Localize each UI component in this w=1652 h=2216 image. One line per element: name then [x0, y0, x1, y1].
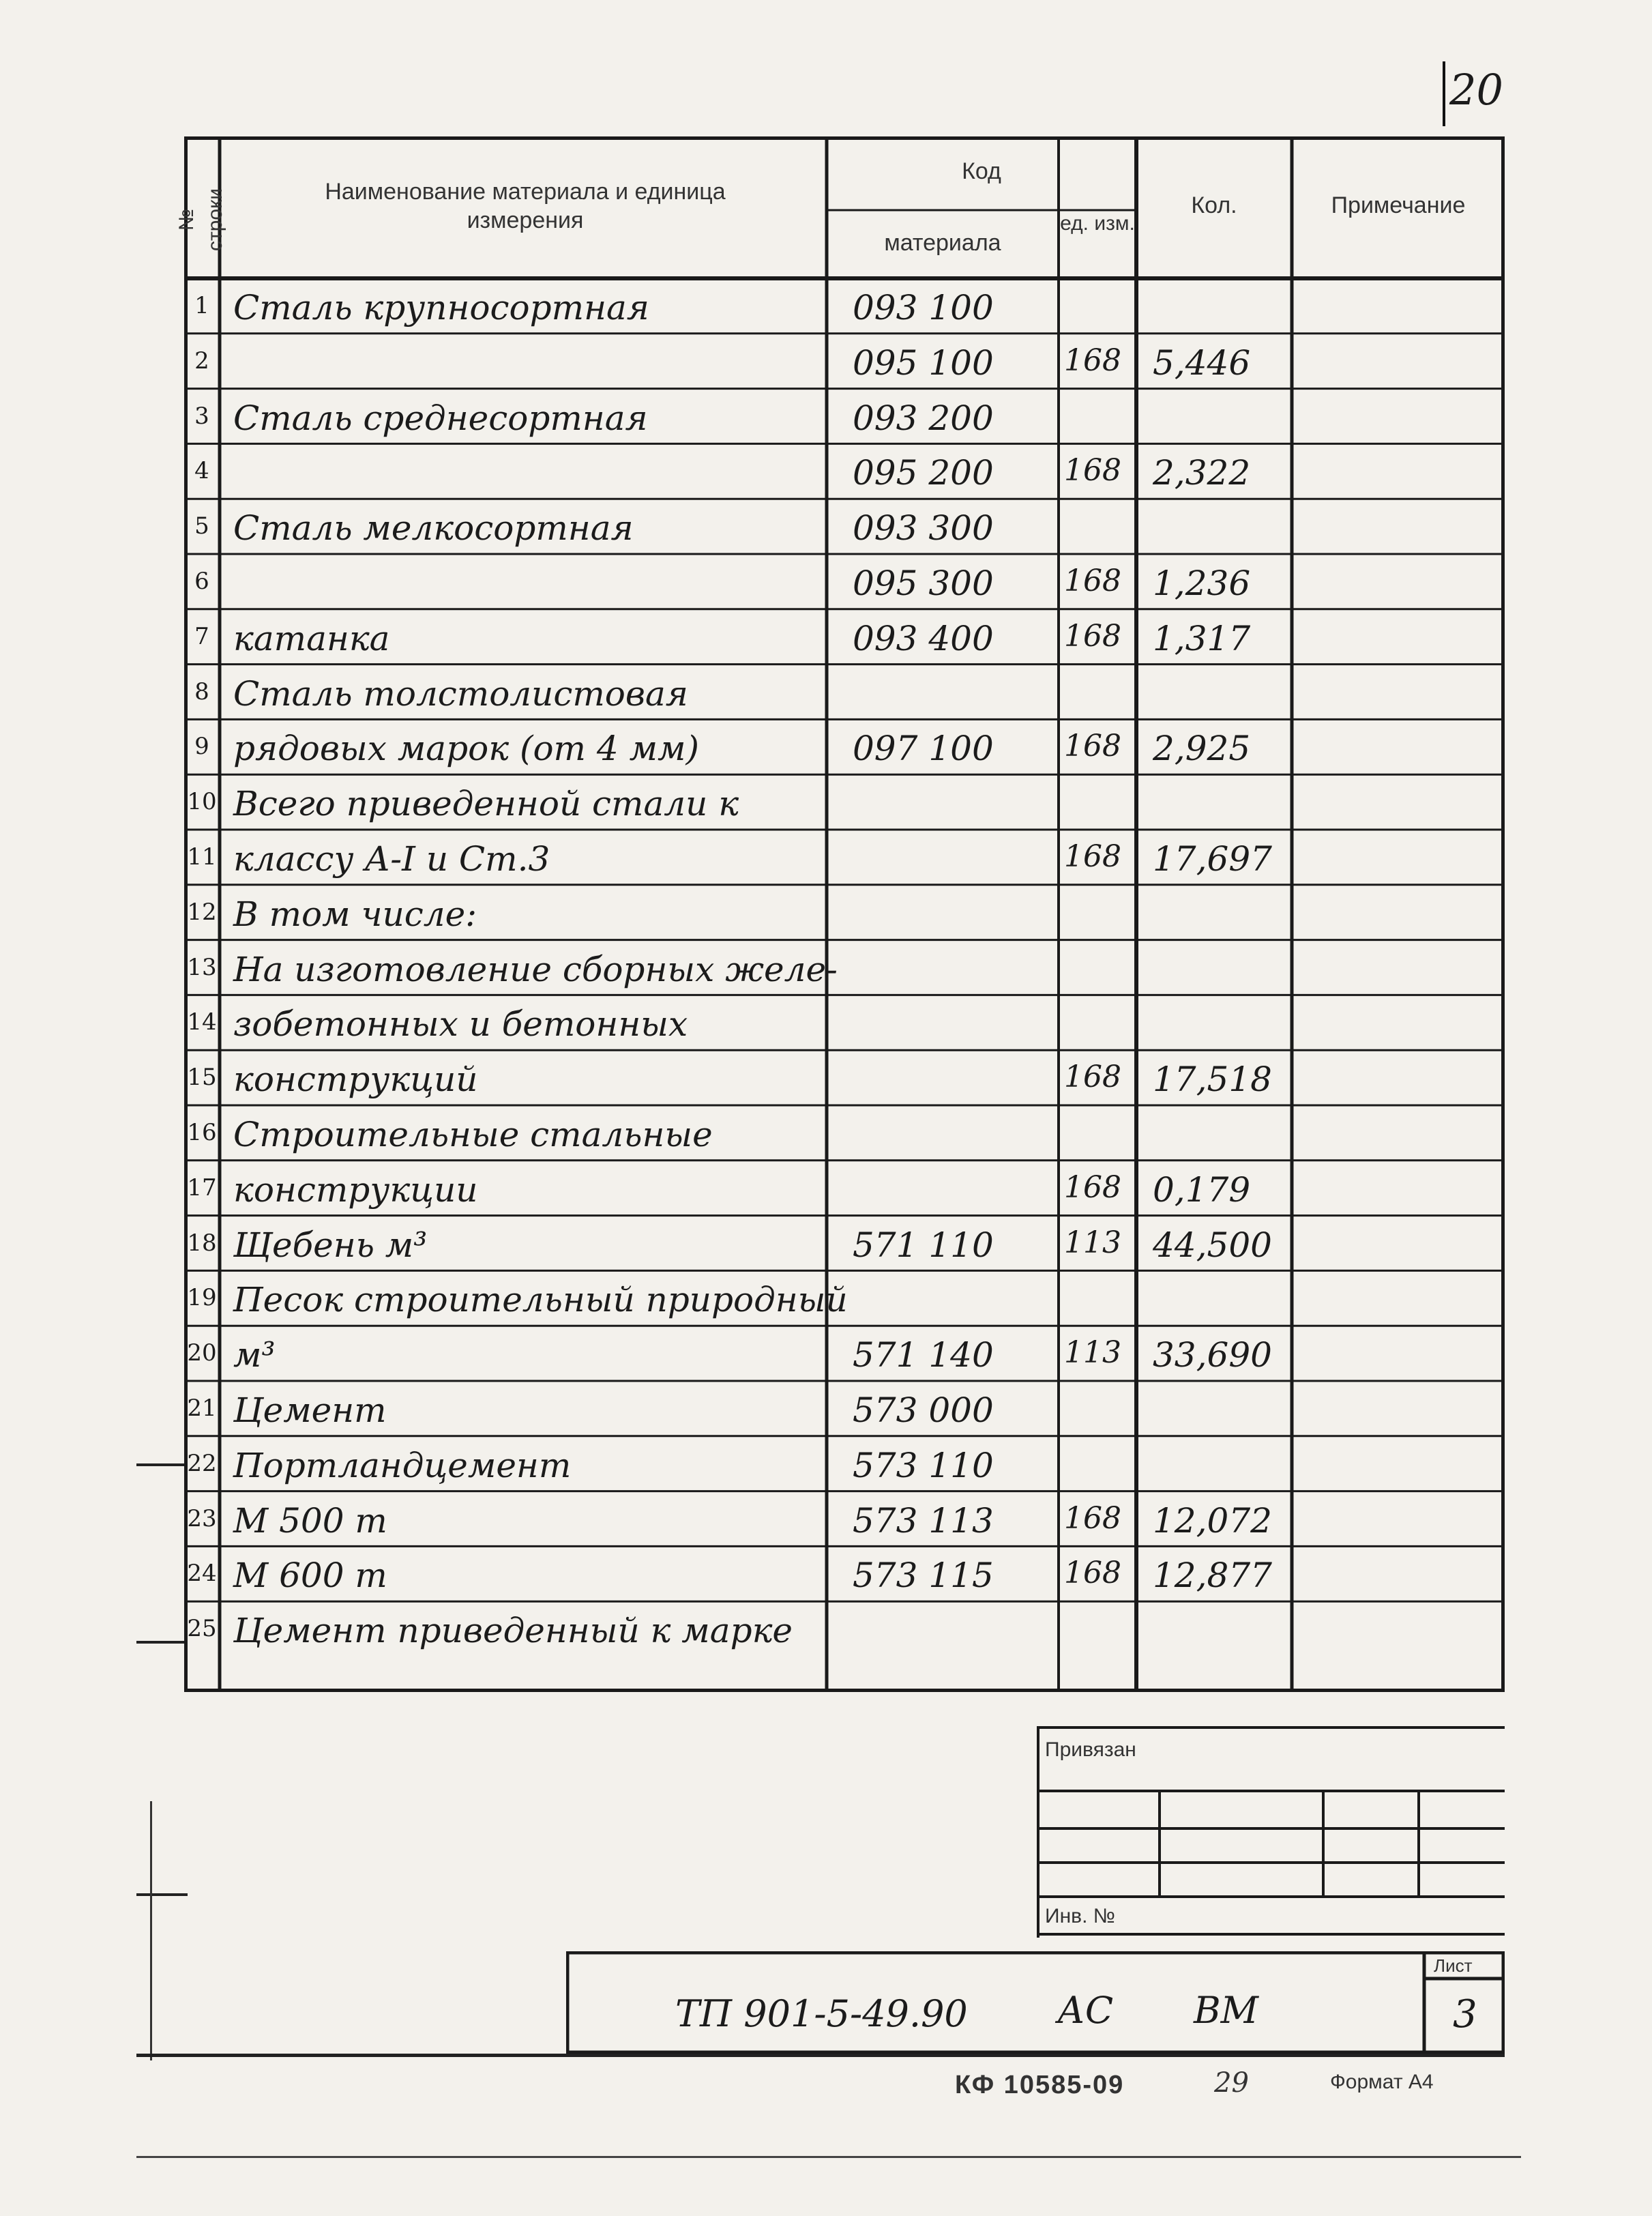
material-code: 573 110: [853, 1445, 994, 1485]
material-name: Щебень м³: [233, 1225, 428, 1265]
row-number: 24: [187, 1560, 217, 1588]
quantity: 2,925: [1153, 729, 1251, 769]
footer-format: Формат А4: [1330, 2071, 1434, 2093]
row-number: 18: [187, 1229, 217, 1257]
header-code-unit: ед. изм.: [1060, 212, 1135, 235]
document-type: ВМ: [1194, 1989, 1258, 2032]
row-number: 21: [187, 1395, 217, 1422]
frame-bottom-line: [136, 2054, 1505, 2057]
quantity: 0,179: [1153, 1169, 1251, 1210]
row-number: 2: [194, 347, 209, 375]
header-quantity: Кол.: [1191, 192, 1237, 218]
quantity: 17,697: [1153, 839, 1272, 879]
unit-code: 113: [1064, 1335, 1121, 1371]
material-name: Сталь мелкосортная: [233, 508, 634, 549]
material-name: Цемент приведенный к марке: [233, 1611, 793, 1651]
unit-code: 113: [1064, 1225, 1121, 1260]
unit-code: 168: [1064, 839, 1121, 874]
unit-code: 168: [1064, 1060, 1121, 1095]
material-name: Портландцемент: [233, 1445, 572, 1485]
material-name: Сталь крупносортная: [233, 288, 649, 327]
unit-code: 168: [1064, 618, 1121, 654]
quantity: 2,322: [1153, 453, 1251, 493]
document-part: АС: [1057, 1989, 1114, 2032]
row-number: 10: [187, 788, 217, 816]
material-name: м³: [233, 1335, 276, 1375]
material-code: 095 100: [853, 342, 994, 383]
material-name: Всего приведенной стали к: [233, 784, 739, 824]
unit-code: 168: [1064, 729, 1121, 764]
quantity: 1,236: [1153, 564, 1251, 603]
row-number: 17: [187, 1173, 217, 1201]
row-number: 1: [194, 292, 209, 319]
page-bottom-line: [136, 2156, 1521, 2158]
approval-stamp: [1037, 1726, 1505, 1938]
sheet-number: 3: [1453, 1992, 1477, 2037]
quantity: 44,500: [1153, 1225, 1272, 1265]
footer-archive-code: КФ 10585-09: [955, 2071, 1125, 2099]
sheet-label: Лист: [1434, 1955, 1473, 1976]
row-number: 6: [194, 568, 209, 595]
row-number: 4: [194, 457, 209, 485]
left-margin-line: [150, 1801, 152, 2060]
material-code: 571 110: [853, 1225, 994, 1265]
row-number: 11: [187, 843, 217, 871]
material-name: зобетонных и бетонных: [233, 1004, 688, 1045]
row-number: 7: [194, 622, 209, 650]
header-row-number: № строки: [175, 188, 226, 251]
material-name: Сталь среднесортная: [233, 398, 648, 438]
row-number: 20: [187, 1339, 217, 1367]
quantity: 1,317: [1153, 618, 1251, 658]
material-name: конструкции: [233, 1169, 478, 1210]
material-name: Строительные стальные: [233, 1115, 713, 1154]
row-number: 12: [187, 898, 217, 926]
material-name: М 500 т: [233, 1500, 387, 1541]
material-name: рядовых марок (от 4 мм): [233, 729, 699, 769]
binding-line: [136, 1641, 188, 1644]
row-number: 23: [187, 1504, 217, 1532]
material-code: 095 300: [853, 564, 994, 603]
materials-table: [175, 136, 1505, 1692]
material-name: Сталь толстолистовая: [233, 673, 688, 714]
quantity: 33,690: [1153, 1335, 1272, 1375]
row-number: 13: [187, 953, 217, 981]
material-code: 093 100: [853, 288, 994, 327]
document-designation: ТП 901-5-49.90: [675, 1992, 968, 2035]
row-number: 22: [187, 1449, 217, 1477]
footer-page-number: 29: [1214, 2067, 1249, 2099]
header-code: Код: [962, 158, 1001, 184]
title-block: [566, 1951, 1505, 2054]
material-name: В том числе:: [233, 894, 477, 934]
material-name: Песок строительный природный: [233, 1280, 848, 1320]
quantity: 5,446: [1153, 342, 1251, 383]
material-name: М 600 т: [233, 1556, 387, 1596]
row-number: 19: [187, 1284, 217, 1312]
row-number: 14: [187, 1008, 217, 1036]
sheet-corner-number: 20: [1449, 65, 1503, 115]
corner-mark: [1443, 61, 1445, 126]
unit-code: 168: [1064, 342, 1121, 378]
binding-line: [136, 1463, 188, 1466]
material-code: 573 113: [853, 1500, 994, 1541]
material-code: 093 400: [853, 618, 994, 658]
row-number: 5: [194, 512, 209, 540]
header-note: Примечание: [1331, 192, 1466, 218]
material-name: конструкций: [233, 1060, 478, 1100]
row-number: 15: [187, 1064, 217, 1092]
material-code: 093 300: [853, 508, 994, 549]
material-name: На изготовление сборных желе-: [233, 949, 838, 989]
binding-line: [136, 1893, 188, 1896]
quantity: 12,877: [1153, 1556, 1272, 1596]
material-code: 573 000: [853, 1390, 994, 1430]
unit-code: 168: [1064, 1169, 1121, 1205]
material-code: 573 115: [853, 1556, 994, 1596]
unit-code: 168: [1064, 1500, 1121, 1536]
material-code: 571 140: [853, 1335, 994, 1375]
material-code: 097 100: [853, 729, 994, 769]
stamp-inventory-label: Инв. №: [1045, 1905, 1115, 1927]
material-name: Цемент: [233, 1390, 387, 1430]
header-code-material: материала: [884, 230, 1001, 256]
quantity: 12,072: [1153, 1500, 1272, 1541]
unit-code: 168: [1064, 1556, 1121, 1591]
row-number: 16: [187, 1119, 217, 1146]
quantity: 17,518: [1153, 1060, 1272, 1100]
material-code: 093 200: [853, 398, 994, 438]
header-material-name: Наименование материала и единица измерения: [325, 179, 726, 233]
unit-code: 168: [1064, 453, 1121, 489]
row-number: 9: [194, 733, 209, 761]
row-number: 8: [194, 677, 209, 705]
stamp-attached-label: Привязан: [1045, 1738, 1136, 1761]
row-number: 3: [194, 402, 209, 430]
material-code: 095 200: [853, 453, 994, 493]
material-name: катанка: [233, 618, 390, 658]
row-number: 25: [187, 1615, 217, 1643]
unit-code: 168: [1064, 564, 1121, 598]
material-name: классу А-I и Ст.3: [233, 839, 550, 879]
